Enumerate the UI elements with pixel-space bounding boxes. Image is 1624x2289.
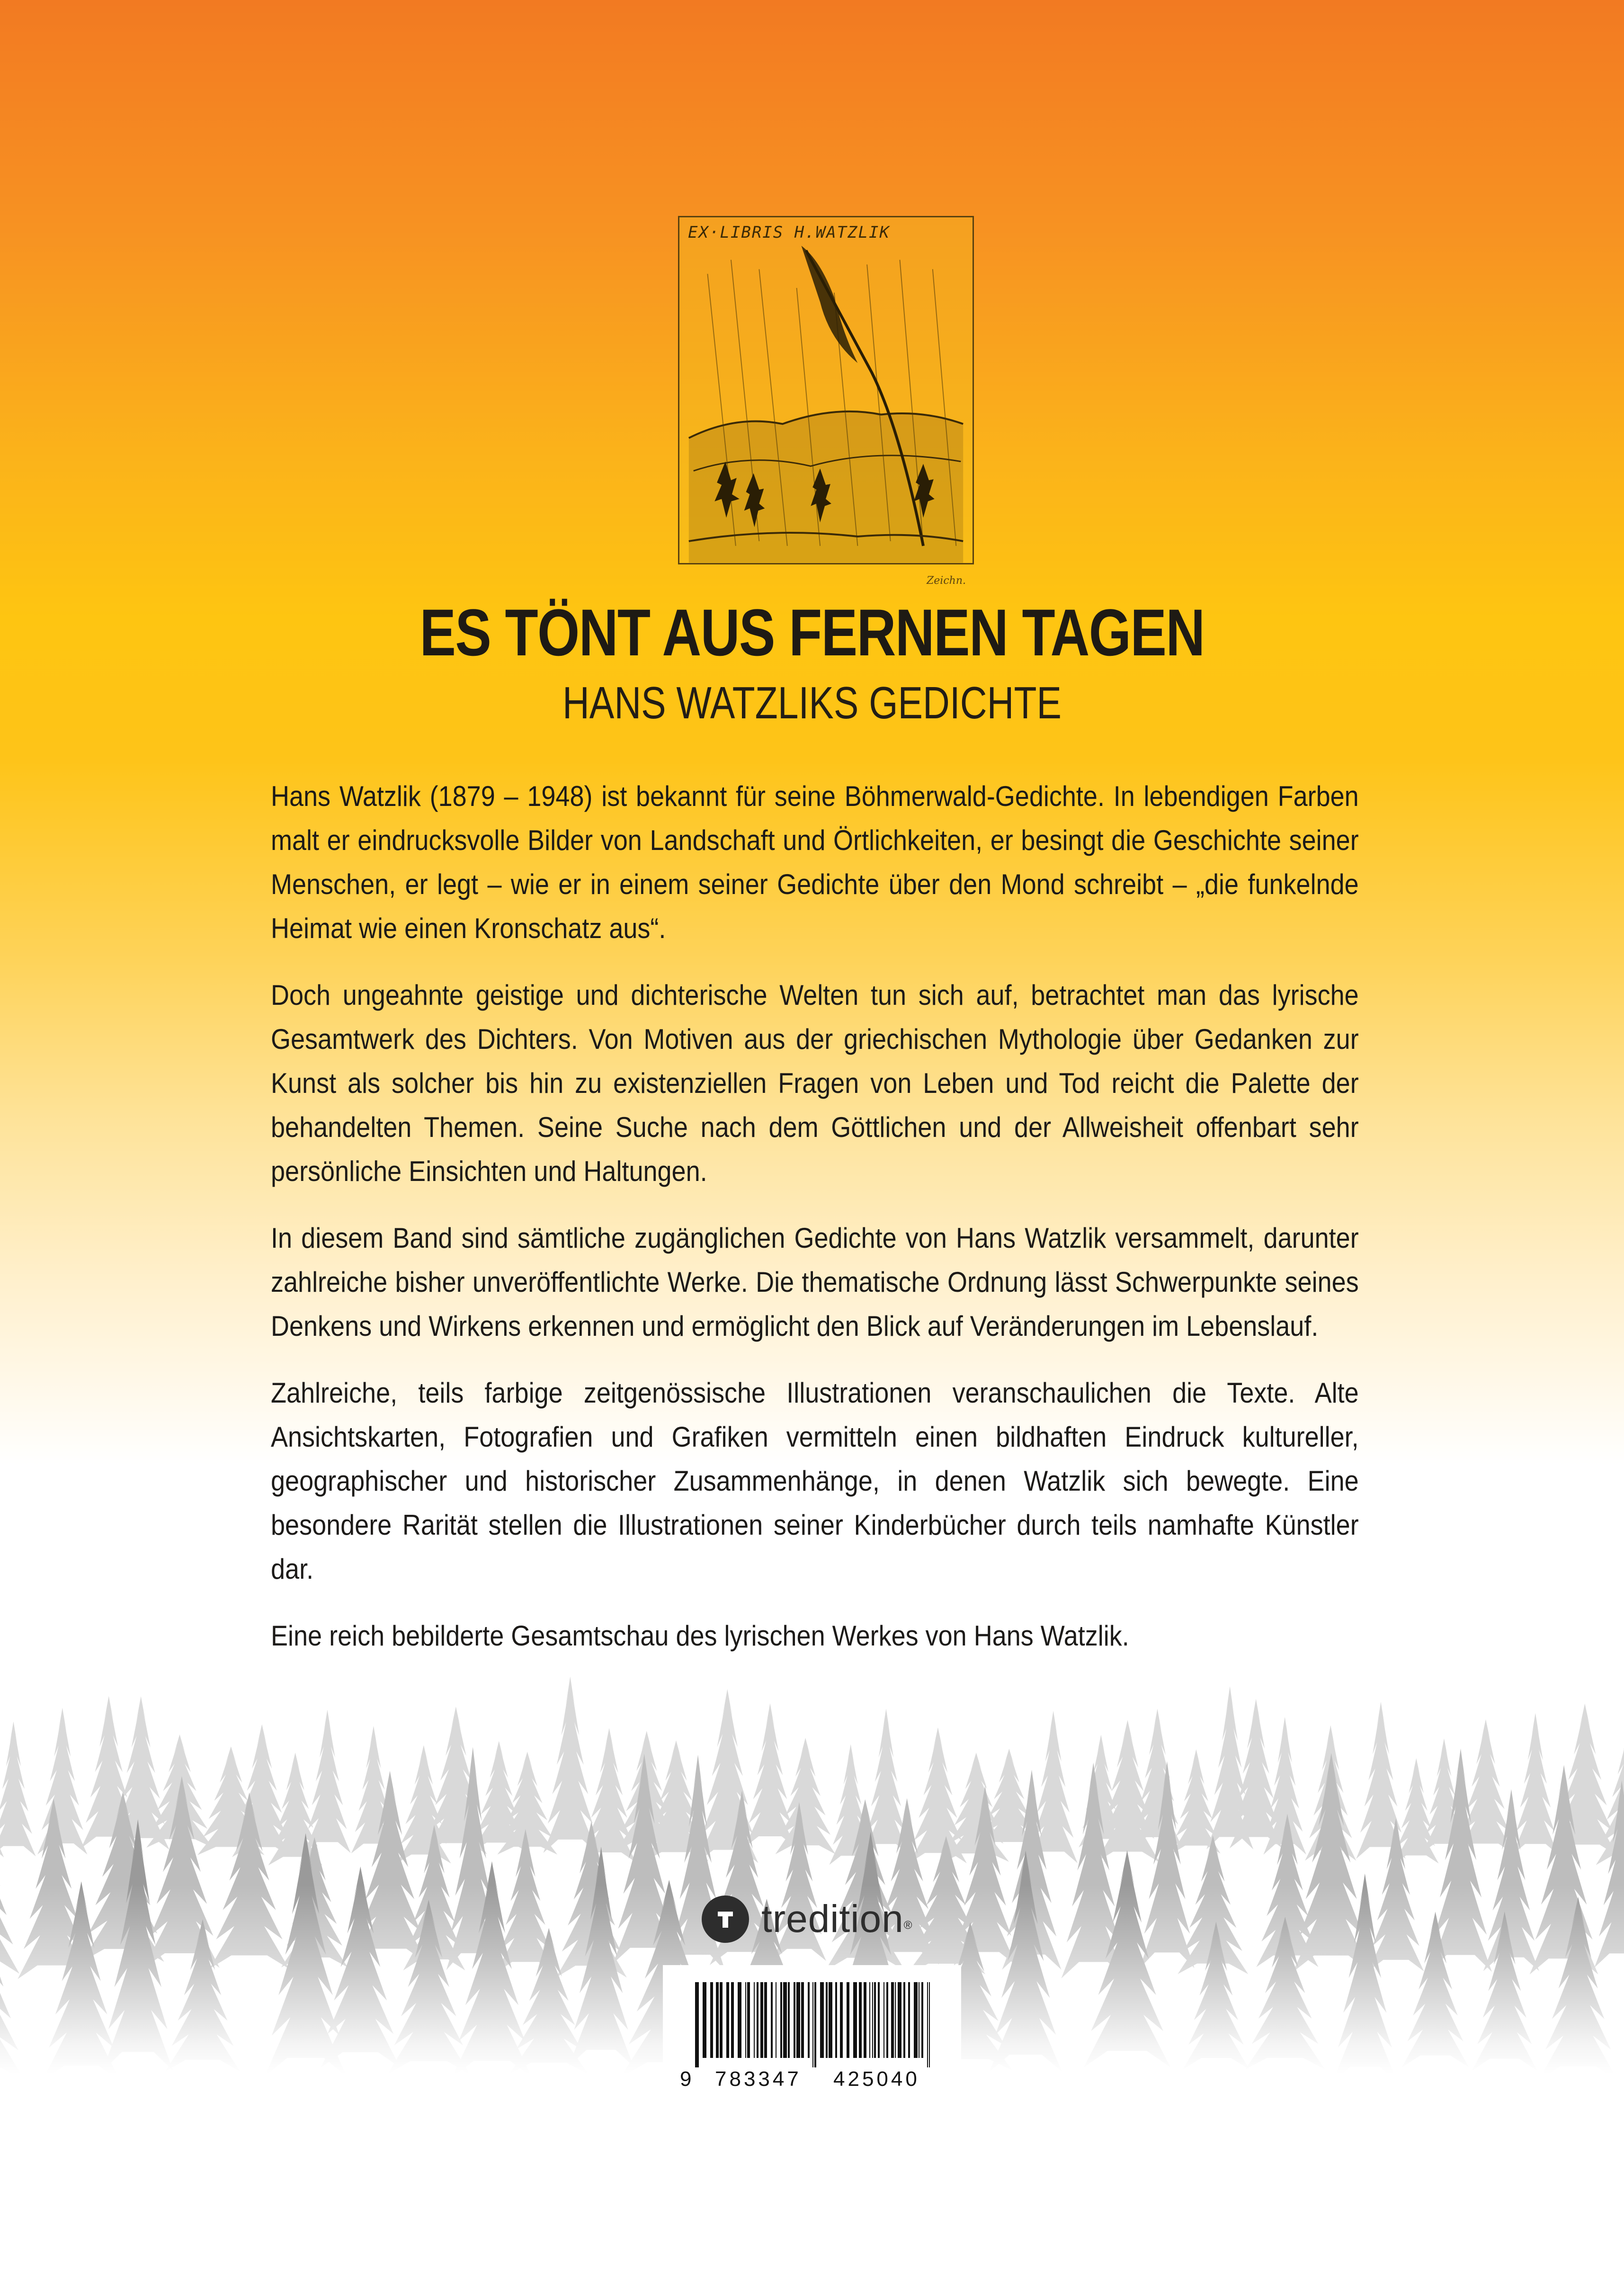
barcode-bar [847, 1982, 849, 2058]
registered-mark: ® [903, 1919, 912, 1932]
barcode-bar [695, 1982, 699, 2067]
blurb-paragraph: Hans Watzlik (1879 – 1948) ist bekannt für seine Böhmerwald-Gedichte. In lebendigen Farben malt er eindrucksvolle Bilder von Landschaft und Örtlichkeiten, er besingt die Geschichte seiner Menschen, er legt – wie er in einem seiner Gedichte über den Mond schreibt – „die funkelnde Heimat wie einen Kronschatz aus“. [271, 780, 1359, 944]
publisher-logo [702, 1893, 912, 1945]
forest-tree [543, 1677, 597, 1853]
barcode-bar [921, 1982, 923, 2058]
barcode-bar [703, 1982, 706, 2058]
barcode-bar [869, 1982, 870, 2058]
barcode-bar [895, 1982, 896, 2058]
barcode-bar [859, 1982, 862, 2058]
barcode-bar [874, 1982, 876, 2058]
isbn-left-group: 783347 [715, 2067, 802, 2091]
barcode-bar [898, 1982, 901, 2058]
barcode-bar [808, 1982, 810, 2058]
barcode-bar [814, 1982, 816, 2067]
isbn-first-digit: 9 [680, 2067, 692, 2091]
barcode-bar [886, 1982, 888, 2058]
barcode-bar [908, 1982, 910, 2058]
forest-tree [0, 1721, 36, 1856]
barcode-bar [731, 1982, 734, 2058]
publisher-name: tredition [761, 1897, 904, 1940]
barcode-bar [716, 1982, 719, 2058]
isbn-right-group: 425040 [833, 2067, 920, 2091]
barcode-bar [929, 1982, 930, 2067]
forest-tree [304, 1710, 350, 1853]
barcode-bar [812, 1982, 813, 2067]
barcode-bar [864, 1982, 866, 2058]
forest-tree [1513, 1713, 1558, 1855]
barcode-bar [878, 1982, 880, 2058]
blurb-paragraph: In diesem Band sind sämtliche zugänglichen Gedichte von Hans Watzlik versammelt, darunter zahlreiche bisher unveröffentlichte Werke. Die thematische Ordnung lässt Schwerpunkte seines Denkens und Wirkens erkennen und ermöglicht den Blick auf Veränderungen im Lebenslauf. [271, 1222, 1359, 1342]
barcode-bar [883, 1982, 884, 2058]
barcode-bar [820, 1982, 824, 2058]
barcode-bar [710, 1982, 713, 2058]
barcode-bar [726, 1982, 729, 2058]
barcode-bar [764, 1982, 767, 2058]
blurb-paragraph: Zahlreiche, teils farbige zeitgenössische Illustrationen veranschaulichen die Texte. Alte Ansichtskarten, Fotografien und Grafiken vermitteln einen bildhaften Eindruck kultureller, geographischer und historischer Zusammenhänge, in denen Watzlik sich bewegte. Eine besondere Rarität stellen die Illustrationen seiner Kinderbücher durch teils namhafte Künstler dar. [271, 1377, 1359, 1585]
barcode-bar [829, 1982, 832, 2058]
barcode-bar [891, 1982, 894, 2058]
barcode-bar [745, 1982, 746, 2058]
barcode-bar [801, 1982, 804, 2058]
blurb [271, 774, 1360, 1681]
tredition-logo-icon [702, 1896, 749, 1943]
blurb-paragraph: Eine reich bebilderte Gesamtschau des lyrischen Werkes von Hans Watzlik. [271, 1620, 1129, 1652]
ex-libris-inscription: EX·LIBRIS H.WATZLIK [688, 223, 890, 242]
barcode-bar [794, 1982, 795, 2058]
barcode-bar [840, 1982, 843, 2058]
barcode-bar [720, 1982, 723, 2058]
barcode-bar [771, 1982, 773, 2058]
bookplate-etching [679, 217, 973, 563]
barcode-bars [690, 1982, 937, 2067]
barcode-bar [796, 1982, 800, 2058]
barcode-bar [754, 1982, 755, 2058]
barcode-bar [788, 1982, 790, 2058]
barcode-bar [927, 1982, 928, 2067]
barcode-bar [835, 1982, 837, 2058]
book-title: ES TÖNT AUS FERNEN TAGEN [419, 595, 1205, 670]
book-subtitle: HANS WATZLIKS GEDICHTE [562, 678, 1062, 728]
barcode-bar [757, 1982, 758, 2058]
barcode-bar [738, 1982, 741, 2058]
barcode-bar [903, 1982, 905, 2058]
barcode-bar [780, 1982, 782, 2058]
barcode-bar [872, 1982, 873, 2058]
blurb-paragraph: Doch ungeahnte geistige und dichterische Welten tun sich auf, betrachtet man das lyrische Gesamtwerk des Dichters. Von Motiven aus der griechischen Mythologie über Gedanken zur Kunst als solcher bis hin zu existenziellen Fragen von Leben und Tod reicht die Palette der behandelten Themen. Seine Suche nach dem Göttlichen und der Allweisheit offenbart sehr persönliche Einsichten und Haltungen. [271, 979, 1359, 1187]
barcode-bar [747, 1982, 750, 2058]
forest-tree [37, 1708, 87, 1855]
barcode-bar [760, 1982, 763, 2058]
barcode-bar [826, 1982, 828, 2058]
barcode-bar [914, 1982, 918, 2058]
barcode-bar [853, 1982, 857, 2058]
artist-signature: Zeichn. [927, 575, 966, 587]
isbn-barcode [663, 1965, 961, 2103]
barcode-bar [783, 1982, 787, 2058]
ex-libris-bookplate [678, 216, 974, 587]
